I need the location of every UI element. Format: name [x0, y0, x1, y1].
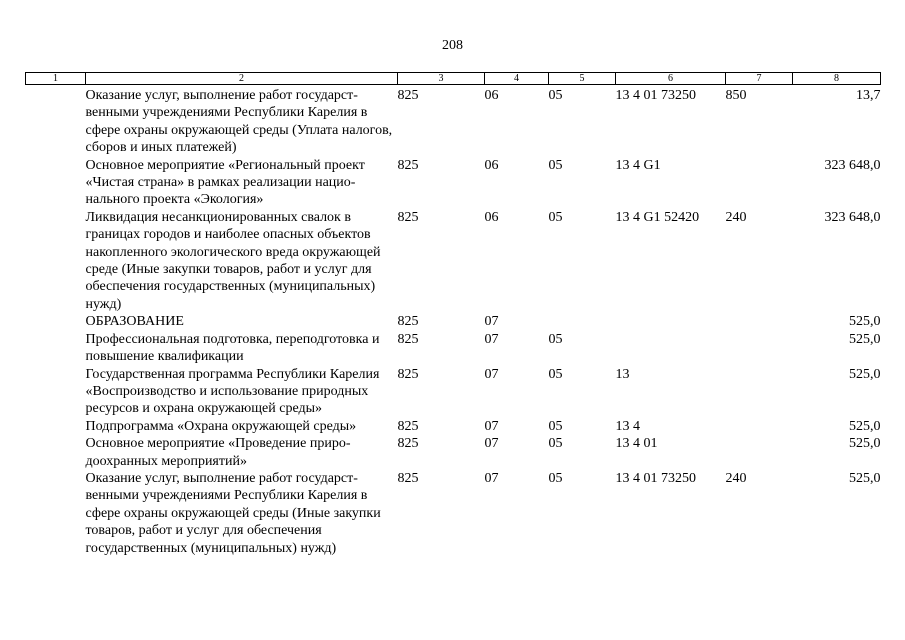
ministry-code: 825 [397, 436, 419, 452]
cell-empty [26, 470, 86, 557]
ministry-code: 825 [397, 366, 419, 382]
expense-type-code [726, 435, 793, 470]
cell-empty [26, 418, 86, 435]
ministry-code: 825 [397, 157, 419, 173]
subsection-code [549, 313, 616, 330]
table-row [26, 418, 881, 435]
column-number: 2 [86, 73, 398, 85]
item-name: Ликвидация несанкционированных свалок в границах городов и наиболее опасных объектов накопленного экологического вреда окружающей среде (Иные закупки товаров, работ и услуг для обеспечения государственных (муниципальных) нужд) [85, 209, 381, 312]
subsection-code: 05 [548, 470, 563, 486]
subsection-code: 05 [548, 436, 563, 452]
amount: 525,0 [849, 366, 881, 382]
table-row [26, 313, 881, 330]
expense-type-code [726, 313, 793, 330]
column-number: 3 [398, 73, 485, 85]
column-number: 6 [616, 73, 726, 85]
ministry-code: 825 [397, 314, 419, 330]
page-number: 208 [442, 38, 463, 53]
section-code: 06 [484, 157, 499, 173]
cell-empty [26, 209, 86, 313]
column-number: 7 [726, 73, 793, 85]
section-code: 07 [484, 366, 499, 382]
target-article-code: 13 [615, 366, 630, 382]
table-row [26, 85, 881, 157]
subsection-code: 05 [548, 418, 563, 434]
amount: 525,0 [849, 331, 881, 347]
item-name: Основное мероприятие «Региональный проект «Чистая страна» в рамках реализации национального проекта «Экология» [85, 157, 365, 208]
column-number: 5 [549, 73, 616, 85]
table-row [26, 435, 881, 470]
amount: 525,0 [849, 470, 881, 486]
cell-empty [26, 435, 86, 470]
column-number-row [26, 73, 881, 85]
section-code: 07 [484, 314, 499, 330]
item-name: Основное мероприятие «Проведение природоохранных мероприятий» [85, 436, 351, 469]
ministry-code: 825 [397, 209, 419, 225]
table-row [26, 209, 881, 313]
amount: 525,0 [849, 314, 881, 330]
expense-type-code [726, 418, 793, 435]
expense-type-code [726, 157, 793, 209]
item-name: Государственная программа Республики Карелия «Воспроизводство и использование природных ресурсов и охрана окружающей среды» [85, 366, 380, 417]
column-number: 8 [793, 73, 881, 85]
section-code: 06 [484, 88, 499, 103]
target-article-code: 13 4 01 73250 [615, 88, 696, 103]
ministry-code: 825 [397, 470, 419, 486]
expense-type-code: 850 [725, 88, 747, 103]
amount: 525,0 [849, 436, 881, 452]
item-name: Подпрограмма «Охрана окружающей среды» [85, 418, 357, 434]
cell-empty [26, 85, 86, 157]
ministry-code: 825 [397, 418, 419, 434]
ministry-code: 825 [397, 88, 419, 103]
subsection-code: 05 [548, 331, 563, 347]
subsection-code: 05 [548, 88, 563, 103]
section-code: 07 [484, 436, 499, 452]
expense-type-code [726, 331, 793, 366]
target-article-code: 13 4 G1 52420 [615, 209, 700, 225]
ministry-code: 825 [397, 331, 419, 347]
target-article-code: 13 4 01 [615, 436, 658, 452]
target-article-code: 13 4 01 73250 [615, 470, 696, 486]
expense-type-code: 240 [725, 209, 747, 225]
cell-empty [26, 366, 86, 418]
table-row [26, 366, 881, 418]
section-code: 07 [484, 418, 499, 434]
amount: 525,0 [849, 418, 881, 434]
table-row [26, 470, 881, 557]
column-number: 1 [26, 73, 86, 85]
target-article-code: 13 4 [615, 418, 640, 434]
budget-table [25, 72, 881, 557]
expense-type-code [726, 366, 793, 418]
subsection-code: 05 [548, 209, 563, 225]
target-article-code: 13 4 G1 [615, 157, 661, 173]
item-name: Профессиональная подготовка, переподготовка и повышение квалификации [85, 331, 380, 365]
section-code: 07 [484, 470, 499, 486]
target-article-code [616, 313, 726, 330]
expense-type-code: 240 [725, 470, 747, 486]
table-row [26, 331, 881, 366]
amount: 323 648,0 [824, 157, 881, 173]
cell-empty [26, 313, 86, 330]
item-name: Оказание услуг, выполнение работ государственными учреждениями Республики Карелия в сфере охраны окружающей среды (Уплата налогов, сборов и иных платежей) [85, 88, 393, 156]
item-name: ОБРАЗОВАНИЕ [85, 314, 184, 330]
section-code: 07 [484, 331, 499, 347]
target-article-code [616, 331, 726, 366]
cell-empty [26, 157, 86, 209]
cell-empty [26, 331, 86, 366]
subsection-code: 05 [548, 366, 563, 382]
column-number: 4 [485, 73, 549, 85]
amount: 13,7 [856, 88, 881, 103]
subsection-code: 05 [548, 157, 563, 173]
amount: 323 648,0 [824, 209, 881, 225]
item-name: Оказание услуг, выполнение работ государственными учреждениями Республики Карелия в сфере охраны окружающей среды (Иные закупки товаров, работ и услуг для обеспечения государственных (муниципальных) нужд) [85, 470, 381, 556]
table-row [26, 157, 881, 209]
section-code: 06 [484, 209, 499, 225]
